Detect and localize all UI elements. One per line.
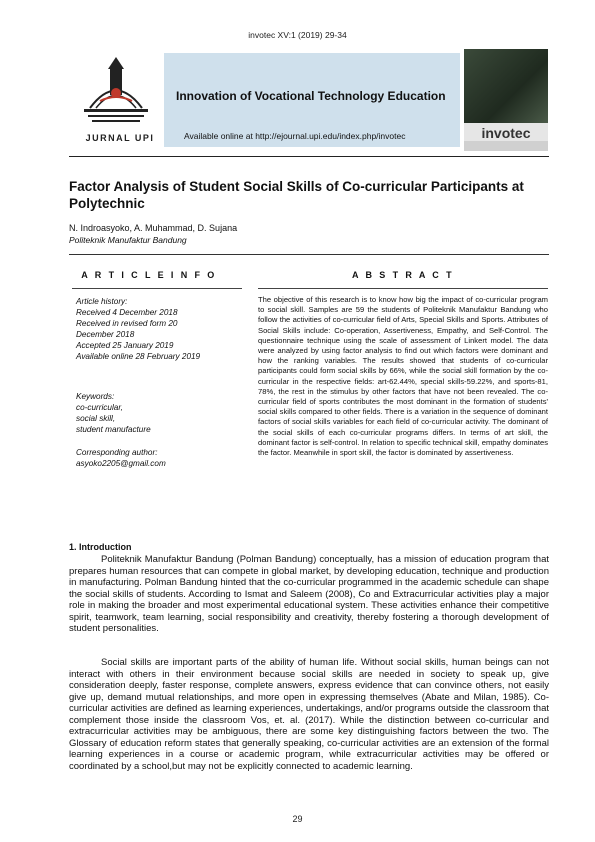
journal-banner (60, 47, 548, 153)
paper-title: Factor Analysis of Student Social Skills of Co-curricular Participants at Polytechnic (69, 179, 524, 211)
journal-cover-thumbnail (464, 49, 548, 151)
jurnal-upi-logo (70, 53, 162, 147)
article-info-rule (72, 288, 242, 289)
history-online: Available online 28 February 2019 (76, 352, 201, 361)
corresponding-author (76, 447, 246, 469)
keyword: co-curricular, (76, 403, 123, 412)
abstract-heading: A B S T R A C T (352, 270, 454, 280)
affiliation: Politeknik Manufaktur Bandung (69, 235, 187, 245)
abstract-text: The objective of this research is to know how big the impact of co-curricular program to social skill. Samples are 59 the students of Politeknik Manufaktur Bandung who follow the activities of co-curricular field of Arts, Special Skills and Sports. Attributes of Social Skills include: Co-operation, Assertiveness, Empathy, and Self-Control. The questionnaire technique using the scale of assessment of Linkert model. The data were analyzed by using factor analysis to find out which factors were dominant and how the ranking variables. The results showed that students of co-curricular participants could form social skills by 66%, while the social skill formation by the co-curricular in the respective fields: art-62.44%, special skills-59.22%, and sports-81, 78%, the rest in the stimulus by other factors that have not been revealed. The co-curricular field of sports contributes the most dominant in the formation of students' social skills compared to other fields. There is a variation in the sequence of dominant factors of social skills variables for each field of co-curricular activity. The dominant of the social skills of each co-curricular programs differs. In terms of art skill, the dominant factor is self-control. In relation to specific technical skill, empathy dominates the factor. Meanwhile in sport skill, the factor is dominated by assertiveness. (258, 295, 548, 458)
introduction-paragraph: Politeknik Manufaktur Bandung (Polman Bandung) conceptually, has a mission of education program that prepares human resources that can compete in global market, by developing education, technique and production in manufacturing. Polman Bandung hinted that the co-curricular programmed in the academic schedule can shape the social skills of students. According to Ismat and Saleem (2008), Co and Extracurricular activities play a major role in making the broader and most experimental educational system. These activities enhance their competitive spirit, teamwork, team learning, social responsibility and creativity, thereby fostering a thorough development of student personalities. (69, 554, 549, 634)
article-history (76, 296, 246, 362)
cover-name: invotec (464, 123, 548, 141)
keywords (76, 391, 246, 435)
running-head: invotec XV:1 (2019) 29-34 (248, 30, 347, 40)
authors: N. Indroasyoko, A. Muhammad, D. Sujana (69, 223, 238, 233)
history-received: Received 4 December 2018 (76, 308, 178, 317)
history-revised-date: December 2018 (76, 330, 135, 339)
corresponding-label: Corresponding author: (76, 448, 158, 457)
abstract-rule (258, 288, 548, 289)
section-divider (69, 254, 549, 255)
journal-title: Innovation of Vocational Technology Education (176, 89, 446, 103)
keyword: student manufacture (76, 425, 151, 434)
keywords-label: Keywords: (76, 392, 115, 401)
header-divider (69, 156, 549, 157)
introduction-heading: 1. Introduction (69, 542, 132, 552)
history-accepted: Accepted 25 January 2019 (76, 341, 174, 350)
history-label: Article history: (76, 297, 128, 306)
journal-url[interactable]: Available online at http://ejournal.upi.edu/index.php/invotec (184, 131, 406, 141)
logo-text: JURNAL UPI (85, 133, 155, 143)
keyword: social skill, (76, 414, 116, 423)
page-number: 29 (292, 814, 303, 824)
history-revised: Received in revised form 20 (76, 319, 178, 328)
article-info-heading: A R T I C L E I N F O (81, 270, 217, 280)
cover-strip (464, 141, 548, 151)
logo-emblem-icon (70, 53, 162, 133)
introduction-paragraph: Social skills are important parts of the ability of human life. Without social skills, human beings can not interact with others in their environment because social skills are needed in society to speak up, give consideration deeply, faster response, complete answers, express evidence that can convince others, not easily give up, demand mutual relationships, and more open in expressing themselves (Abate and Milan, 1985). Co-curricular activities are defined as learning experiences, undertakings, and/or programs outside the classroom that complement those inside the classroom Vos, et. al. (2017). While the distinction between co-curricular and extracurricular activities may be ambiguous, there are some key distinguishing factors between the two. The Glossary of education reform states that generally speaking, co-curricular activities are an extension of the formal learning experiences in a course or academic program, while extracurricular activities may be offered or coordinated by a school,but may not be explicitly connected to academic learning. (69, 657, 549, 772)
corresponding-email[interactable]: asyoko2205@gmail.com (76, 459, 166, 468)
cover-image (464, 49, 548, 123)
